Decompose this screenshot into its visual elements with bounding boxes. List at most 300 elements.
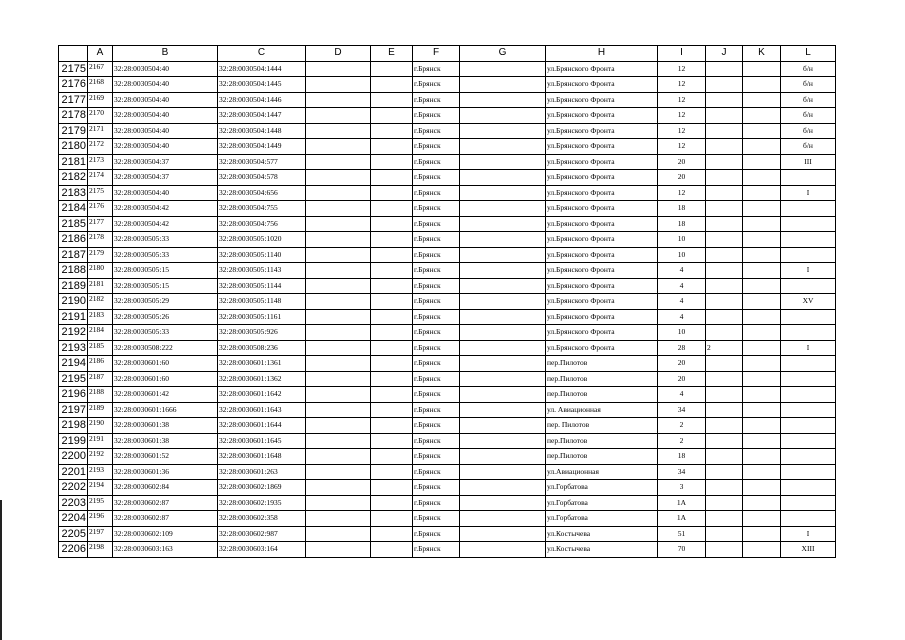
column-header-j[interactable]: J xyxy=(706,46,743,62)
cell-i[interactable]: 12 xyxy=(658,92,706,108)
cell-k[interactable] xyxy=(743,542,781,558)
cell-d[interactable] xyxy=(306,526,371,542)
cell-g[interactable] xyxy=(460,356,546,372)
cell-b[interactable]: 32:28:0030504:42 xyxy=(113,216,218,232)
cell-j[interactable] xyxy=(706,449,743,465)
cell-a[interactable]: 2169 xyxy=(88,92,113,108)
cell-a[interactable]: 2182 xyxy=(88,294,113,310)
cell-l[interactable]: б/н xyxy=(781,92,836,108)
cell-h[interactable]: ул.Брянского Фронта xyxy=(546,309,658,325)
cell-k[interactable] xyxy=(743,371,781,387)
cell-i[interactable]: 12 xyxy=(658,123,706,139)
cell-l[interactable] xyxy=(781,216,836,232)
cell-e[interactable] xyxy=(371,263,413,279)
cell-b[interactable]: 32:28:0030504:42 xyxy=(113,201,218,217)
cell-h[interactable]: ул.Брянского Фронта xyxy=(546,185,658,201)
cell-f[interactable]: г.Брянск xyxy=(413,263,460,279)
column-header-k[interactable]: K xyxy=(743,46,781,62)
cell-j[interactable]: 2 xyxy=(706,340,743,356)
row-number-cell[interactable]: 2196 xyxy=(59,387,88,403)
cell-b[interactable]: 32:28:0030602:109 xyxy=(113,526,218,542)
cell-a[interactable]: 2195 xyxy=(88,495,113,511)
cell-l[interactable] xyxy=(781,387,836,403)
cell-k[interactable] xyxy=(743,294,781,310)
cell-b[interactable]: 32:28:0030505:15 xyxy=(113,278,218,294)
cell-b[interactable]: 32:28:0030508:222 xyxy=(113,340,218,356)
cell-a[interactable]: 2186 xyxy=(88,356,113,372)
cell-h[interactable]: ул.Брянского Фронта xyxy=(546,123,658,139)
cell-l[interactable]: XIII xyxy=(781,542,836,558)
cell-e[interactable] xyxy=(371,294,413,310)
cell-h[interactable]: ул.Брянского Фронта xyxy=(546,92,658,108)
row-number-cell[interactable]: 2187 xyxy=(59,247,88,263)
cell-l[interactable] xyxy=(781,325,836,341)
cell-h[interactable]: ул.Брянского Фронта xyxy=(546,325,658,341)
cell-h[interactable]: ул.Брянского Фронта xyxy=(546,232,658,248)
cell-l[interactable]: I xyxy=(781,263,836,279)
cell-a[interactable]: 2193 xyxy=(88,464,113,480)
cell-a[interactable]: 2180 xyxy=(88,263,113,279)
cell-k[interactable] xyxy=(743,402,781,418)
cell-k[interactable] xyxy=(743,480,781,496)
cell-c[interactable]: 32:28:0030602:358 xyxy=(218,511,306,527)
cell-f[interactable]: г.Брянск xyxy=(413,216,460,232)
cell-g[interactable] xyxy=(460,247,546,263)
cell-a[interactable]: 2192 xyxy=(88,449,113,465)
cell-d[interactable] xyxy=(306,201,371,217)
cell-j[interactable] xyxy=(706,247,743,263)
cell-g[interactable] xyxy=(460,511,546,527)
cell-b[interactable]: 32:28:0030504:37 xyxy=(113,170,218,186)
cell-i[interactable]: 20 xyxy=(658,371,706,387)
cell-b[interactable]: 32:28:0030505:33 xyxy=(113,247,218,263)
row-number-cell[interactable]: 2201 xyxy=(59,464,88,480)
cell-d[interactable] xyxy=(306,433,371,449)
cell-h[interactable]: пер.Пилотов xyxy=(546,387,658,403)
cell-a[interactable]: 2172 xyxy=(88,139,113,155)
cell-i[interactable]: 12 xyxy=(658,185,706,201)
cell-e[interactable] xyxy=(371,92,413,108)
cell-l[interactable]: I xyxy=(781,185,836,201)
cell-a[interactable]: 2189 xyxy=(88,402,113,418)
cell-f[interactable]: г.Брянск xyxy=(413,77,460,93)
row-number-cell[interactable]: 2184 xyxy=(59,201,88,217)
cell-f[interactable]: г.Брянск xyxy=(413,511,460,527)
cell-g[interactable] xyxy=(460,263,546,279)
cell-a[interactable]: 2191 xyxy=(88,433,113,449)
cell-l[interactable]: I xyxy=(781,526,836,542)
cell-h[interactable]: ул.Брянского Фронта xyxy=(546,77,658,93)
cell-g[interactable] xyxy=(460,139,546,155)
cell-i[interactable]: 70 xyxy=(658,542,706,558)
cell-i[interactable]: 4 xyxy=(658,278,706,294)
cell-c[interactable]: 32:28:0030504:578 xyxy=(218,170,306,186)
row-number-cell[interactable]: 2193 xyxy=(59,340,88,356)
cell-l[interactable]: б/н xyxy=(781,139,836,155)
cell-b[interactable]: 32:28:0030603:163 xyxy=(113,542,218,558)
cell-a[interactable]: 2176 xyxy=(88,201,113,217)
cell-b[interactable]: 32:28:0030601:52 xyxy=(113,449,218,465)
cell-d[interactable] xyxy=(306,139,371,155)
cell-h[interactable]: ул.Брянского Фронта xyxy=(546,263,658,279)
cell-j[interactable] xyxy=(706,201,743,217)
cell-b[interactable]: 32:28:0030504:40 xyxy=(113,185,218,201)
cell-k[interactable] xyxy=(743,61,781,77)
cell-c[interactable]: 32:28:0030504:1449 xyxy=(218,139,306,155)
cell-j[interactable] xyxy=(706,325,743,341)
cell-k[interactable] xyxy=(743,511,781,527)
cell-j[interactable] xyxy=(706,61,743,77)
cell-d[interactable] xyxy=(306,325,371,341)
cell-c[interactable]: 32:28:0030601:1645 xyxy=(218,433,306,449)
cell-j[interactable] xyxy=(706,92,743,108)
cell-f[interactable]: г.Брянск xyxy=(413,61,460,77)
row-number-cell[interactable]: 2179 xyxy=(59,123,88,139)
cell-l[interactable]: I xyxy=(781,340,836,356)
cell-b[interactable]: 32:28:0030601:1666 xyxy=(113,402,218,418)
cell-g[interactable] xyxy=(460,123,546,139)
cell-l[interactable] xyxy=(781,201,836,217)
cell-d[interactable] xyxy=(306,542,371,558)
cell-a[interactable]: 2179 xyxy=(88,247,113,263)
cell-i[interactable]: 4 xyxy=(658,309,706,325)
cell-f[interactable]: г.Брянск xyxy=(413,402,460,418)
cell-k[interactable] xyxy=(743,340,781,356)
cell-d[interactable] xyxy=(306,154,371,170)
cell-d[interactable] xyxy=(306,108,371,124)
cell-b[interactable]: 32:28:0030601:42 xyxy=(113,387,218,403)
cell-f[interactable]: г.Брянск xyxy=(413,356,460,372)
cell-c[interactable]: 32:28:0030508:236 xyxy=(218,340,306,356)
cell-e[interactable] xyxy=(371,387,413,403)
cell-i[interactable]: 12 xyxy=(658,61,706,77)
cell-k[interactable] xyxy=(743,278,781,294)
cell-k[interactable] xyxy=(743,201,781,217)
cell-b[interactable]: 32:28:0030601:60 xyxy=(113,356,218,372)
cell-i[interactable]: 10 xyxy=(658,232,706,248)
cell-j[interactable] xyxy=(706,433,743,449)
column-header-d[interactable]: D xyxy=(306,46,371,62)
cell-j[interactable] xyxy=(706,511,743,527)
cell-a[interactable]: 2170 xyxy=(88,108,113,124)
cell-j[interactable] xyxy=(706,294,743,310)
cell-b[interactable]: 32:28:0030601:38 xyxy=(113,418,218,434)
cell-e[interactable] xyxy=(371,433,413,449)
cell-l[interactable] xyxy=(781,309,836,325)
cell-j[interactable] xyxy=(706,542,743,558)
cell-c[interactable]: 32:28:0030505:1161 xyxy=(218,309,306,325)
cell-e[interactable] xyxy=(371,480,413,496)
cell-h[interactable]: ул.Брянского Фронта xyxy=(546,247,658,263)
cell-a[interactable]: 2184 xyxy=(88,325,113,341)
cell-e[interactable] xyxy=(371,356,413,372)
cell-k[interactable] xyxy=(743,433,781,449)
cell-g[interactable] xyxy=(460,232,546,248)
cell-c[interactable]: 32:28:0030504:756 xyxy=(218,216,306,232)
cell-d[interactable] xyxy=(306,278,371,294)
cell-j[interactable] xyxy=(706,371,743,387)
column-header-h[interactable]: H xyxy=(546,46,658,62)
cell-j[interactable] xyxy=(706,356,743,372)
cell-i[interactable]: 20 xyxy=(658,170,706,186)
cell-b[interactable]: 32:28:0030504:40 xyxy=(113,61,218,77)
cell-a[interactable]: 2187 xyxy=(88,371,113,387)
row-number-cell[interactable]: 2189 xyxy=(59,278,88,294)
cell-j[interactable] xyxy=(706,139,743,155)
cell-l[interactable]: б/н xyxy=(781,123,836,139)
cell-h[interactable]: ул.Авиационная xyxy=(546,464,658,480)
cell-j[interactable] xyxy=(706,216,743,232)
cell-h[interactable]: пер. Пилотов xyxy=(546,418,658,434)
cell-f[interactable]: г.Брянск xyxy=(413,139,460,155)
cell-f[interactable]: г.Брянск xyxy=(413,154,460,170)
cell-i[interactable]: 4 xyxy=(658,387,706,403)
cell-i[interactable]: 28 xyxy=(658,340,706,356)
cell-c[interactable]: 32:28:0030505:1144 xyxy=(218,278,306,294)
cell-d[interactable] xyxy=(306,232,371,248)
cell-i[interactable]: 34 xyxy=(658,402,706,418)
cell-c[interactable]: 32:28:0030504:1444 xyxy=(218,61,306,77)
cell-i[interactable]: 20 xyxy=(658,154,706,170)
cell-k[interactable] xyxy=(743,77,781,93)
cell-b[interactable]: 32:28:0030505:33 xyxy=(113,325,218,341)
cell-c[interactable]: 32:28:0030601:1643 xyxy=(218,402,306,418)
cell-f[interactable]: г.Брянск xyxy=(413,433,460,449)
cell-a[interactable]: 2197 xyxy=(88,526,113,542)
cell-c[interactable]: 32:28:0030602:1935 xyxy=(218,495,306,511)
cell-l[interactable]: б/н xyxy=(781,61,836,77)
cell-c[interactable]: 32:28:0030505:1020 xyxy=(218,232,306,248)
cell-f[interactable]: г.Брянск xyxy=(413,542,460,558)
cell-k[interactable] xyxy=(743,247,781,263)
cell-e[interactable] xyxy=(371,542,413,558)
cell-e[interactable] xyxy=(371,185,413,201)
cell-i[interactable]: 10 xyxy=(658,247,706,263)
row-number-cell[interactable]: 2182 xyxy=(59,170,88,186)
cell-c[interactable]: 32:28:0030601:1642 xyxy=(218,387,306,403)
cell-i[interactable]: 18 xyxy=(658,216,706,232)
cell-e[interactable] xyxy=(371,278,413,294)
cell-f[interactable]: г.Брянск xyxy=(413,371,460,387)
cell-b[interactable]: 32:28:0030602:87 xyxy=(113,495,218,511)
row-number-cell[interactable]: 2178 xyxy=(59,108,88,124)
cell-h[interactable]: ул.Брянского Фронта xyxy=(546,294,658,310)
cell-l[interactable] xyxy=(781,511,836,527)
row-number-cell[interactable]: 2181 xyxy=(59,154,88,170)
cell-f[interactable]: г.Брянск xyxy=(413,495,460,511)
cell-e[interactable] xyxy=(371,247,413,263)
cell-l[interactable] xyxy=(781,433,836,449)
cell-e[interactable] xyxy=(371,325,413,341)
cell-h[interactable]: ул.Костычева xyxy=(546,542,658,558)
cell-k[interactable] xyxy=(743,185,781,201)
cell-d[interactable] xyxy=(306,480,371,496)
cell-b[interactable]: 32:28:0030504:40 xyxy=(113,139,218,155)
cell-a[interactable]: 2181 xyxy=(88,278,113,294)
cell-g[interactable] xyxy=(460,464,546,480)
cell-c[interactable]: 32:28:0030505:1140 xyxy=(218,247,306,263)
cell-h[interactable]: ул.Брянского Фронта xyxy=(546,170,658,186)
cell-k[interactable] xyxy=(743,387,781,403)
row-number-cell[interactable]: 2206 xyxy=(59,542,88,558)
cell-g[interactable] xyxy=(460,542,546,558)
cell-i[interactable]: 4 xyxy=(658,294,706,310)
cell-a[interactable]: 2198 xyxy=(88,542,113,558)
cell-l[interactable]: XV xyxy=(781,294,836,310)
cell-l[interactable] xyxy=(781,247,836,263)
cell-i[interactable]: 34 xyxy=(658,464,706,480)
row-number-cell[interactable]: 2186 xyxy=(59,232,88,248)
cell-g[interactable] xyxy=(460,77,546,93)
cell-e[interactable] xyxy=(371,139,413,155)
cell-b[interactable]: 32:28:0030505:15 xyxy=(113,263,218,279)
cell-l[interactable] xyxy=(781,449,836,465)
cell-i[interactable]: 20 xyxy=(658,356,706,372)
cell-h[interactable]: ул.Брянского Фронта xyxy=(546,139,658,155)
cell-c[interactable]: 32:28:0030602:1869 xyxy=(218,480,306,496)
column-header-a[interactable]: A xyxy=(88,46,113,62)
cell-a[interactable]: 2185 xyxy=(88,340,113,356)
cell-d[interactable] xyxy=(306,418,371,434)
cell-e[interactable] xyxy=(371,154,413,170)
cell-h[interactable]: пер.Пилотов xyxy=(546,356,658,372)
cell-a[interactable]: 2178 xyxy=(88,232,113,248)
cell-k[interactable] xyxy=(743,356,781,372)
cell-c[interactable]: 32:28:0030505:1143 xyxy=(218,263,306,279)
cell-d[interactable] xyxy=(306,387,371,403)
cell-i[interactable]: 18 xyxy=(658,449,706,465)
cell-d[interactable] xyxy=(306,123,371,139)
cell-d[interactable] xyxy=(306,247,371,263)
row-number-cell[interactable]: 2180 xyxy=(59,139,88,155)
cell-c[interactable]: 32:28:0030505:926 xyxy=(218,325,306,341)
cell-i[interactable]: 1А xyxy=(658,495,706,511)
cell-a[interactable]: 2194 xyxy=(88,480,113,496)
cell-d[interactable] xyxy=(306,340,371,356)
cell-h[interactable]: ул.Горбатова xyxy=(546,480,658,496)
row-number-cell[interactable]: 2188 xyxy=(59,263,88,279)
cell-f[interactable]: г.Брянск xyxy=(413,480,460,496)
cell-d[interactable] xyxy=(306,92,371,108)
cell-g[interactable] xyxy=(460,387,546,403)
cell-e[interactable] xyxy=(371,309,413,325)
cell-g[interactable] xyxy=(460,480,546,496)
cell-b[interactable]: 32:28:0030601:38 xyxy=(113,433,218,449)
cell-c[interactable]: 32:28:0030601:1362 xyxy=(218,371,306,387)
cell-k[interactable] xyxy=(743,464,781,480)
cell-b[interactable]: 32:28:0030504:40 xyxy=(113,92,218,108)
cell-e[interactable] xyxy=(371,495,413,511)
column-header-f[interactable]: F xyxy=(413,46,460,62)
row-number-cell[interactable]: 2190 xyxy=(59,294,88,310)
cell-e[interactable] xyxy=(371,201,413,217)
cell-g[interactable] xyxy=(460,108,546,124)
cell-g[interactable] xyxy=(460,170,546,186)
cell-e[interactable] xyxy=(371,449,413,465)
cell-g[interactable] xyxy=(460,418,546,434)
row-number-cell[interactable]: 2185 xyxy=(59,216,88,232)
cell-j[interactable] xyxy=(706,185,743,201)
row-number-cell[interactable]: 2205 xyxy=(59,526,88,542)
cell-b[interactable]: 32:28:0030505:33 xyxy=(113,232,218,248)
cell-i[interactable]: 12 xyxy=(658,77,706,93)
cell-d[interactable] xyxy=(306,263,371,279)
row-number-cell[interactable]: 2198 xyxy=(59,418,88,434)
row-number-cell[interactable]: 2202 xyxy=(59,480,88,496)
cell-f[interactable]: г.Брянск xyxy=(413,449,460,465)
cell-i[interactable]: 1А xyxy=(658,511,706,527)
cell-h[interactable]: ул.Брянского Фронта xyxy=(546,201,658,217)
cell-e[interactable] xyxy=(371,108,413,124)
cell-b[interactable]: 32:28:0030601:60 xyxy=(113,371,218,387)
cell-d[interactable] xyxy=(306,464,371,480)
cell-g[interactable] xyxy=(460,402,546,418)
cell-f[interactable]: г.Брянск xyxy=(413,309,460,325)
column-header-i[interactable]: I xyxy=(658,46,706,62)
cell-a[interactable]: 2171 xyxy=(88,123,113,139)
cell-f[interactable]: г.Брянск xyxy=(413,526,460,542)
cell-f[interactable]: г.Брянск xyxy=(413,325,460,341)
row-number-cell[interactable]: 2176 xyxy=(59,77,88,93)
cell-j[interactable] xyxy=(706,263,743,279)
cell-j[interactable] xyxy=(706,309,743,325)
cell-k[interactable] xyxy=(743,263,781,279)
row-number-cell[interactable]: 2183 xyxy=(59,185,88,201)
cell-c[interactable]: 32:28:0030504:1445 xyxy=(218,77,306,93)
cell-k[interactable] xyxy=(743,170,781,186)
cell-j[interactable] xyxy=(706,123,743,139)
cell-d[interactable] xyxy=(306,294,371,310)
cell-h[interactable]: ул.Горбатова xyxy=(546,495,658,511)
cell-b[interactable]: 32:28:0030504:40 xyxy=(113,77,218,93)
cell-a[interactable]: 2168 xyxy=(88,77,113,93)
cell-k[interactable] xyxy=(743,232,781,248)
cell-b[interactable]: 32:28:0030505:26 xyxy=(113,309,218,325)
cell-b[interactable]: 32:28:0030505:29 xyxy=(113,294,218,310)
cell-a[interactable]: 2174 xyxy=(88,170,113,186)
cell-d[interactable] xyxy=(306,170,371,186)
cell-i[interactable]: 3 xyxy=(658,480,706,496)
cell-l[interactable] xyxy=(781,371,836,387)
cell-g[interactable] xyxy=(460,294,546,310)
cell-c[interactable]: 32:28:0030603:164 xyxy=(218,542,306,558)
cell-a[interactable]: 2196 xyxy=(88,511,113,527)
cell-h[interactable]: ул. Авиационная xyxy=(546,402,658,418)
column-header-e[interactable]: E xyxy=(371,46,413,62)
cell-f[interactable]: г.Брянск xyxy=(413,123,460,139)
cell-g[interactable] xyxy=(460,185,546,201)
cell-j[interactable] xyxy=(706,154,743,170)
cell-e[interactable] xyxy=(371,371,413,387)
cell-b[interactable]: 32:28:0030504:40 xyxy=(113,123,218,139)
cell-c[interactable]: 32:28:0030504:1448 xyxy=(218,123,306,139)
cell-c[interactable]: 32:28:0030504:755 xyxy=(218,201,306,217)
cell-f[interactable]: г.Брянск xyxy=(413,340,460,356)
cell-c[interactable]: 32:28:0030504:577 xyxy=(218,154,306,170)
cell-a[interactable]: 2177 xyxy=(88,216,113,232)
cell-l[interactable]: III xyxy=(781,154,836,170)
cell-j[interactable] xyxy=(706,278,743,294)
cell-a[interactable]: 2173 xyxy=(88,154,113,170)
row-number-cell[interactable]: 2177 xyxy=(59,92,88,108)
cell-a[interactable]: 2183 xyxy=(88,309,113,325)
cell-h[interactable]: ул.Брянского Фронта xyxy=(546,154,658,170)
cell-b[interactable]: 32:28:0030601:36 xyxy=(113,464,218,480)
cell-g[interactable] xyxy=(460,526,546,542)
cell-i[interactable]: 12 xyxy=(658,139,706,155)
cell-d[interactable] xyxy=(306,371,371,387)
cell-k[interactable] xyxy=(743,325,781,341)
